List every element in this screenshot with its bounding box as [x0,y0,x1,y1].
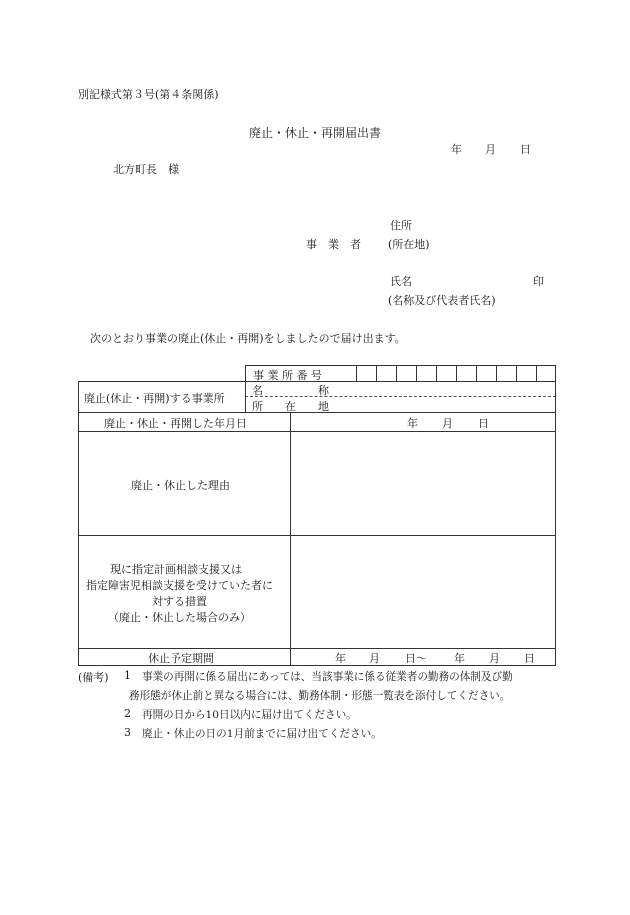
addressee: 北方町長 様 [113,163,179,176]
measures-label-line-1: 現に指定計画相談支援又は [110,563,242,576]
note-2-line-1: 再開の日から10日以内に届け出てください。 [142,709,357,721]
period-year-2: 年 [454,652,465,665]
notes-heading: (備考) [78,671,109,684]
address-label: 住所 [390,219,412,232]
office-name-label: 名 称 [252,384,329,397]
note-3-num: 3 [124,726,131,739]
period-day-2: 日 [524,652,535,665]
date-month: 月 [485,143,496,156]
period-day-1: 日～ [405,652,427,665]
seal-mark: 印 [533,275,544,288]
note-2-num: 2 [124,707,131,720]
date-row-day: 日 [478,417,489,430]
note-3-line-1: 廃止・休止の日の1月前までに届け出てください。 [142,728,382,740]
measures-label-line-3: 対する措置 [152,595,207,608]
date-day: 日 [520,143,531,156]
name-label: 氏名 [390,275,412,288]
intro-text: 次のとおり事業の廃止(休止・再開)をしましたので届け出ます。 [90,332,406,345]
date-row-label: 廃止・休止・再開した年月日 [104,417,247,430]
date-row-month: 月 [442,417,453,430]
applicant-role-label: 事 業 者 [306,238,361,251]
note-1-num: 1 [124,669,131,682]
measures-label-line-4: （廃止・休止した場合のみ） [108,611,251,624]
period-label: 休止予定期間 [148,652,214,665]
office-number-label: 事 業 所 番 号 [253,369,322,382]
measures-label-line-2: 指定障害児相談支援を受けていた者に [86,579,273,592]
form-number: 別記様式第３号(第４条関係) [78,88,219,101]
date-year: 年 [451,143,462,156]
reason-label: 廃止・休止した理由 [131,479,230,492]
period-year-1: 年 [335,652,346,665]
address-sub-label: (所在地) [388,238,430,251]
period-month-2: 月 [489,652,500,665]
note-1-line-1: 事業の再開に係る届出にあっては、当該事業に係る従業者の勤務の体制及び勤 [142,671,513,683]
name-sub-label: (名称及び代表者氏名) [388,294,496,307]
note-1-line-2: 務形態が休止前と異なる場合には、勤務体制・形態一覧表を添付してください。 [129,690,511,702]
period-month-1: 月 [369,652,380,665]
office-address-label: 所 在 地 [252,400,329,413]
date-row-year: 年 [407,417,418,430]
page-title: 廃止・休止・再開届出書 [249,126,382,140]
office-label: 廃止(休止・再開)する事業所 [84,392,225,405]
